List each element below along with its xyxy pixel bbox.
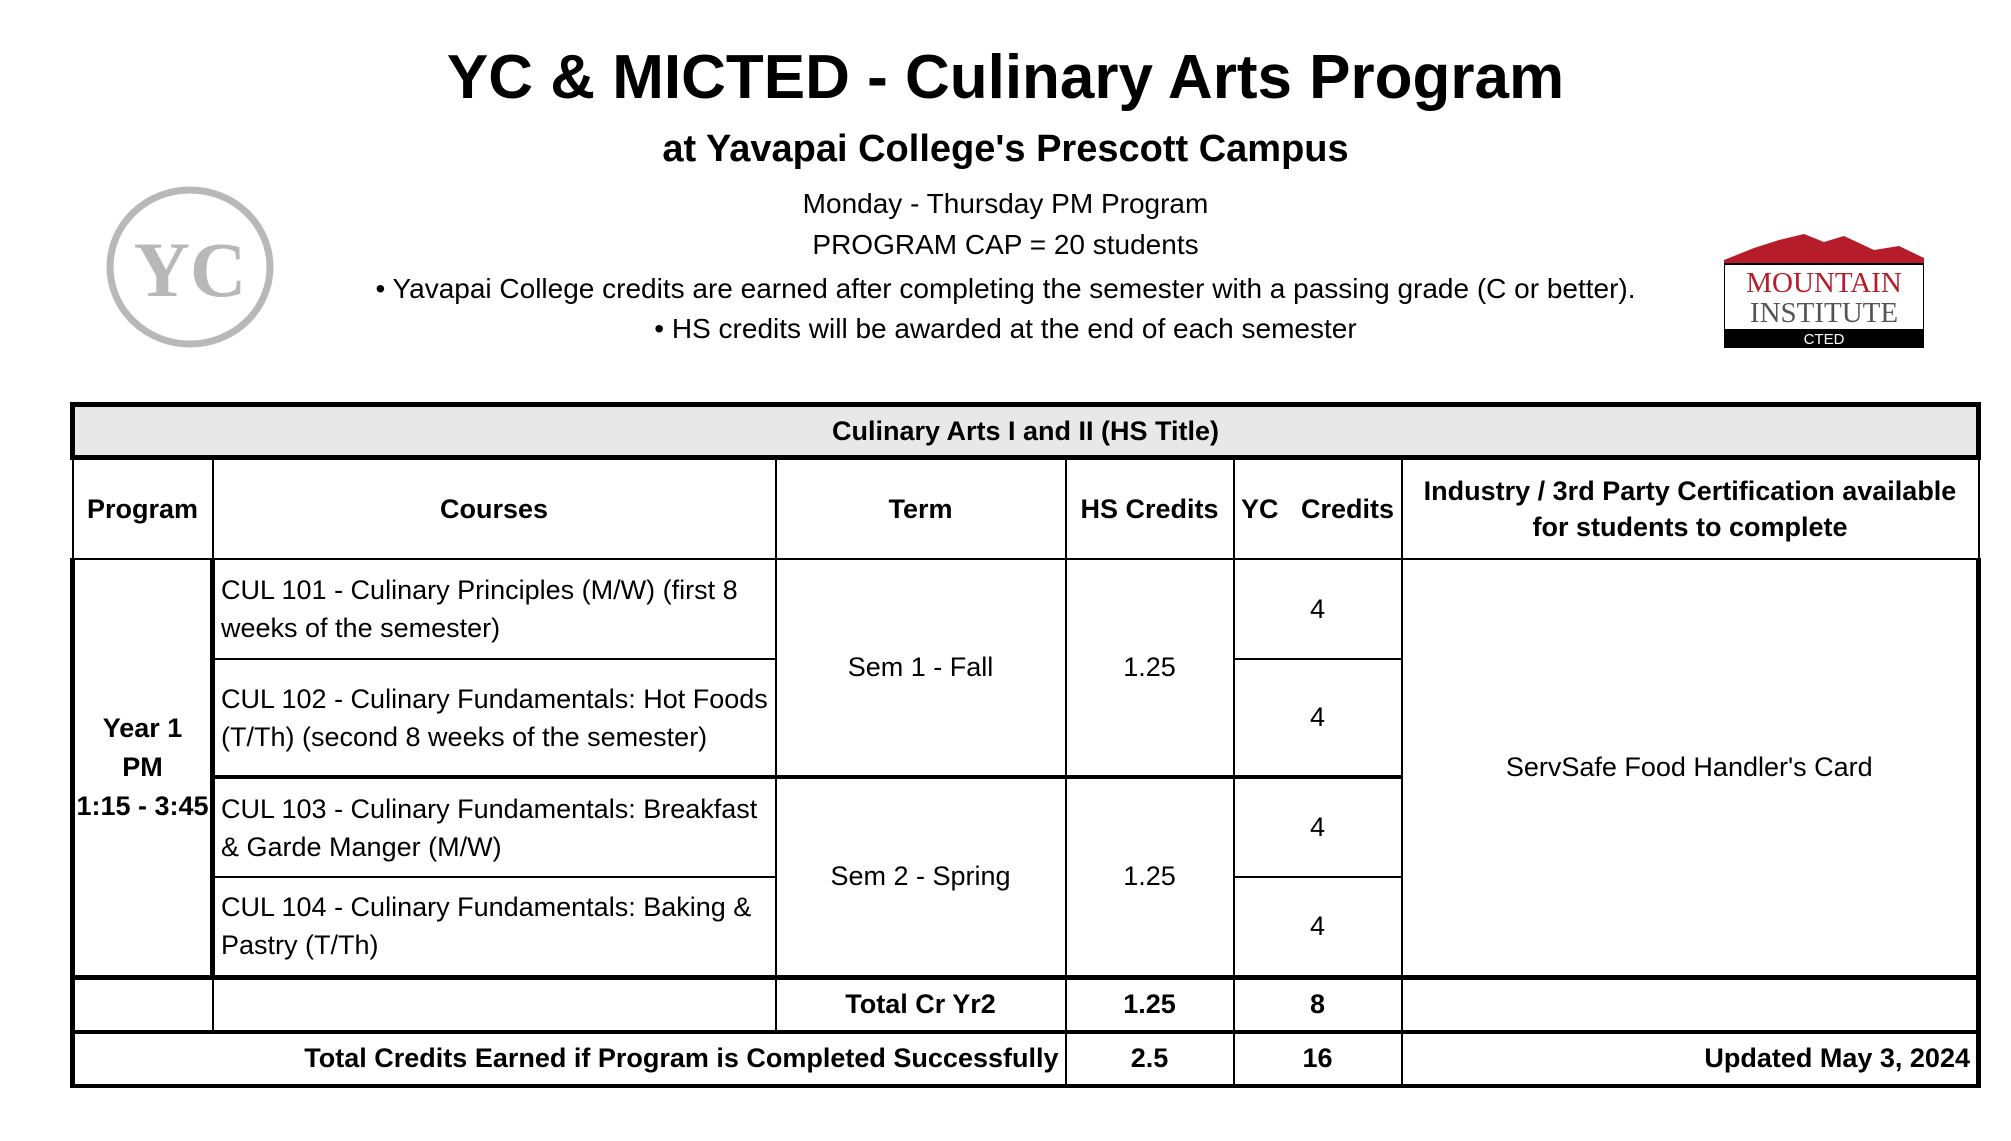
program-cell — [73, 559, 213, 977]
svg-text:MOUNTAIN: MOUNTAIN — [1746, 267, 1902, 299]
hs-credits-cell: 1.25 — [1066, 777, 1234, 977]
program-cap-text: PROGRAM CAP = 20 students — [812, 229, 1199, 260]
table-row — [73, 559, 1979, 659]
final-yc-credits: 16 — [1234, 1032, 1402, 1086]
empty-cell — [213, 977, 776, 1032]
svg-text:CTED: CTED — [1803, 331, 1845, 348]
course-cell: CUL 103 - Culinary Fundamentals: Breakfast & Garde Manger (M/W) — [213, 777, 776, 877]
certification-cell: ServSafe Food Handler's Card — [1402, 559, 1979, 977]
yc-credits-cell: 4 — [1234, 559, 1402, 659]
term-cell: Sem 2 - Spring — [776, 777, 1066, 977]
total-label: Total Cr Yr2 — [776, 977, 1066, 1032]
col-term: Term — [776, 458, 1066, 560]
program-time-of-day: PM — [122, 751, 163, 782]
total-row — [73, 977, 1979, 1032]
final-total-label: Total Credits Earned if Program is Completed Successfully — [73, 1032, 1066, 1086]
hs-credits-note: • HS credits will be awarded at the end of each semester — [654, 313, 1357, 344]
final-hs-credits: 2.5 — [1066, 1032, 1234, 1086]
page-subtitle: at Yavapai College's Prescott Campus — [662, 128, 1349, 170]
program-year: Year 1 — [102, 712, 183, 743]
program-table — [70, 402, 1981, 1088]
empty-cell — [73, 977, 213, 1032]
svg-text:INSTITUTE: INSTITUTE — [1749, 297, 1899, 329]
col-certification: Industry / 3rd Party Certification available for students to complete — [1402, 458, 1979, 560]
final-total-row — [73, 1032, 1979, 1086]
col-hs-credits: HS Credits — [1066, 458, 1234, 560]
program-hours: 1:15 - 3:45 — [76, 790, 209, 821]
page-title: YC & MICTED - Culinary Arts Program — [446, 43, 1565, 112]
mountain-institute-logo — [1724, 230, 1924, 348]
empty-cell — [1402, 977, 1979, 1032]
col-program: Program — [73, 458, 213, 560]
yc-credits-cell: 4 — [1234, 877, 1402, 977]
course-cell: CUL 104 - Culinary Fundamentals: Baking & Pastry (T/Th) — [213, 877, 776, 977]
yc-credits-cell: 4 — [1234, 659, 1402, 777]
term-cell: Sem 1 - Fall — [776, 559, 1066, 777]
schedule-text: Monday - Thursday PM Program — [802, 188, 1209, 219]
updated-date: Updated May 3, 2024 — [1402, 1032, 1979, 1086]
course-cell: CUL 101 - Culinary Principles (M/W) (first 8 weeks of the semester) — [213, 559, 776, 659]
yavapai-college-logo — [104, 184, 276, 350]
hs-credits-cell: 1.25 — [1066, 559, 1234, 777]
yc-credits-cell: 4 — [1234, 777, 1402, 877]
yc-credits-note: • Yavapai College credits are earned after completing the semester with a passing grade (C or better). — [375, 273, 1636, 304]
total-hs-credits: 1.25 — [1066, 977, 1234, 1032]
col-yc-credits: YC Credits — [1234, 458, 1402, 560]
svg-text:YC: YC — [133, 226, 247, 313]
table-title: Culinary Arts I and II (HS Title) — [73, 405, 1979, 458]
total-yc-credits: 8 — [1234, 977, 1402, 1032]
col-courses: Courses — [213, 458, 776, 560]
course-cell: CUL 102 - Culinary Fundamentals: Hot Foods (T/Th) (second 8 weeks of the semester) — [213, 659, 776, 777]
